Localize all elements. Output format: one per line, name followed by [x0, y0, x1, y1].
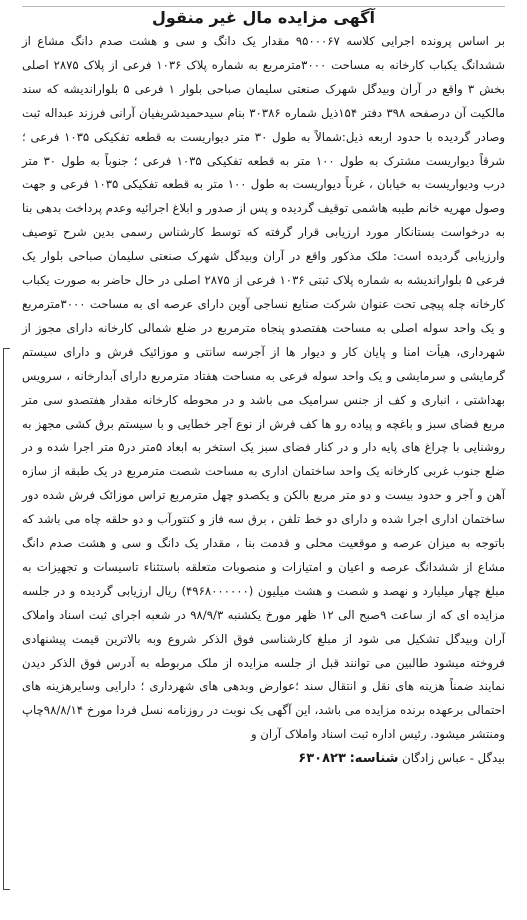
notice-signature-line: [22, 747, 505, 771]
tracking-number: ۶۳۰۸۲۳: [298, 751, 346, 767]
notice-title: آگهی مزایده مال غیر منقول: [152, 8, 375, 27]
tracking-label: شناسه:: [349, 751, 399, 767]
top-divider: [22, 0, 505, 7]
notice-signature: بیدگل - عباس زادگان: [402, 751, 505, 766]
adjacent-column-border: [3, 348, 10, 890]
notice-body: بر اساس پرونده اجرایی کلاسه ۹۵۰۰۰۶۷ مقدار یک دانگ و سی و هشت صدم دانگ مشاع از ششدانگ یکباب کارخانه به مساحت ۳۰۰۰مترمربع به شماره پلاک ۱۰۳۶ فرعی از پلاک ۲۸۷۵ اصلی بخش ۳ واقع در آران وبیدگل شهرک صنعتی سلیمان صباحی بلوار ۱ فرعی ۵ بلواراندیشه که سند مالکیت آن درصفحه ۳۹۸ دفتر ۱۵۴ذیل شماره ۳۰۳۸۶ بنام سیدحمیدشریفیان آرانی فرزند عبداله ثبت وصادر گردیده با حدود اربعه ذیل:شمالاً به طول ۳۰ متر دیواریست به قطعه تفکیکی ۱۰۳۵ فرعی ؛ شرقاً دیواریست مشترک به طول ۱۰۰ متر به قطعه تفکیکی ۱۰۳۵ فرعی ؛ جنوباً به طول ۳۰ متر درب ودیواریست به خیابان ، غرباً دیواریست به طول ۱۰۰ متر به قطعه تفکیکی ۱۰۳۵ فرعی و جهت وصول مهریه خانم طیبه هاشمی توقیف گردیده و پس از صدور و ابلاغ اجرائیه وعدم پرداخت بدهی بنا به درخواست بستانکار مورد ارزیابی قرار گرفته که توسط کارشناس رسمی بدین شرح توصیف وارزیابی گردیده است: ملک مذکور واقع در آران وبیدگل شهرک صنعتی سلیمان صباحی بلوار یک فرعی ۵ بلواراندیشه به شماره پلاک ثبتی ۱۰۳۶ فرعی از ۲۸۷۵ اصلی در حال حاضر به صورت یکباب کارخانه چله پیچی تحت عنوان شرکت صنایع نساجی آوین دارای عرصه ای به مساحت ۳۰۰۰مترمربع و یک واحد سوله اصلی به مساحت هفتصدو پنجاه مترمربع در ضلع شمالی کارخانه دارای مجوز از شهرداری، هیأت امنا و پایان کار و دیوار ها از آجرسه سانتی و موزائیک فرش و دارای سیستم گرمایشی و سرمایشی و یک واحد سوله فرعی به مساحت هفتاد مترمربع دارای آبدارخانه ، سرویس بهداشتی ، انباری و کف از جنس سرامیک می باشد و در محوطه کارخانه مقدار هفتصدو سی متر مربع فضای سبز و باغچه و پیاده رو ها کف فرش از نوع آجر خطایی و با سیستم برق کشی مجهز به روشنایی با چراغ های پایه دار و در کنار فضای سبز یک استخر به ابعاد ۵متر در۵ متر اجرا شده و در ضلع جنوب غربی کارخانه یک واحد ساختمان اداری به مساحت شصت مترمربع در یک طبقه از سازه آهن و آجر و حدود بیست و دو متر مربع بالکن و یکصدو چهل مترمربع تراس موزائک فرش شده دور ساختمان اداری اجرا شده و دارای دو خط تلفن ، برق سه فاز و کنتورآب و دو حلقه چاه می باشد که باتوجه به میزان عرصه و موقعیت محلی و قدمت بنا ، مقدار یک دانگ و سی و هشت صدم دانگ مشاع از ششدانگ عرصه و اعیان و امتیازات و منصوبات متعلقه باستثناء تاسیسات و تجهیزات به مبلغ چهار میلیارد و نهصد و شصت و هشت میلیون (۴۹۶۸۰۰۰۰۰۰) ریال ارزیابی گردیده و در جلسه مزایده ای که از ساعت ۹صبح الی ۱۲ ظهر مورخ یکشنبه ۹۸/۹/۳ در شعبه اجرای ثبت اسناد واملاک آران وبیدگل تشکیل می شود از مبلغ کارشناسی فوق الذکر شروع وبه بالاترین قیمت پیشنهادی فروخته میشود طالبین می توانند قبل از جلسه مزایده از ملک مربوطه به آدرس فوق الذکر دیدن نمایند ضمناً هزینه های نقل و انتقال سند ؛عوارض وبدهی های شهرداری ؛ دارایی وسایرهزینه های احتمالی برعهده برنده مزایده می باشد، این آگهی یک نوبت در روزنامه نسل فردا مورخ ۹۸/۸/۱۴چاپ ومنتشر میشود. رئیس اداره ثبت اسناد واملاک آران و: [22, 34, 506, 742]
